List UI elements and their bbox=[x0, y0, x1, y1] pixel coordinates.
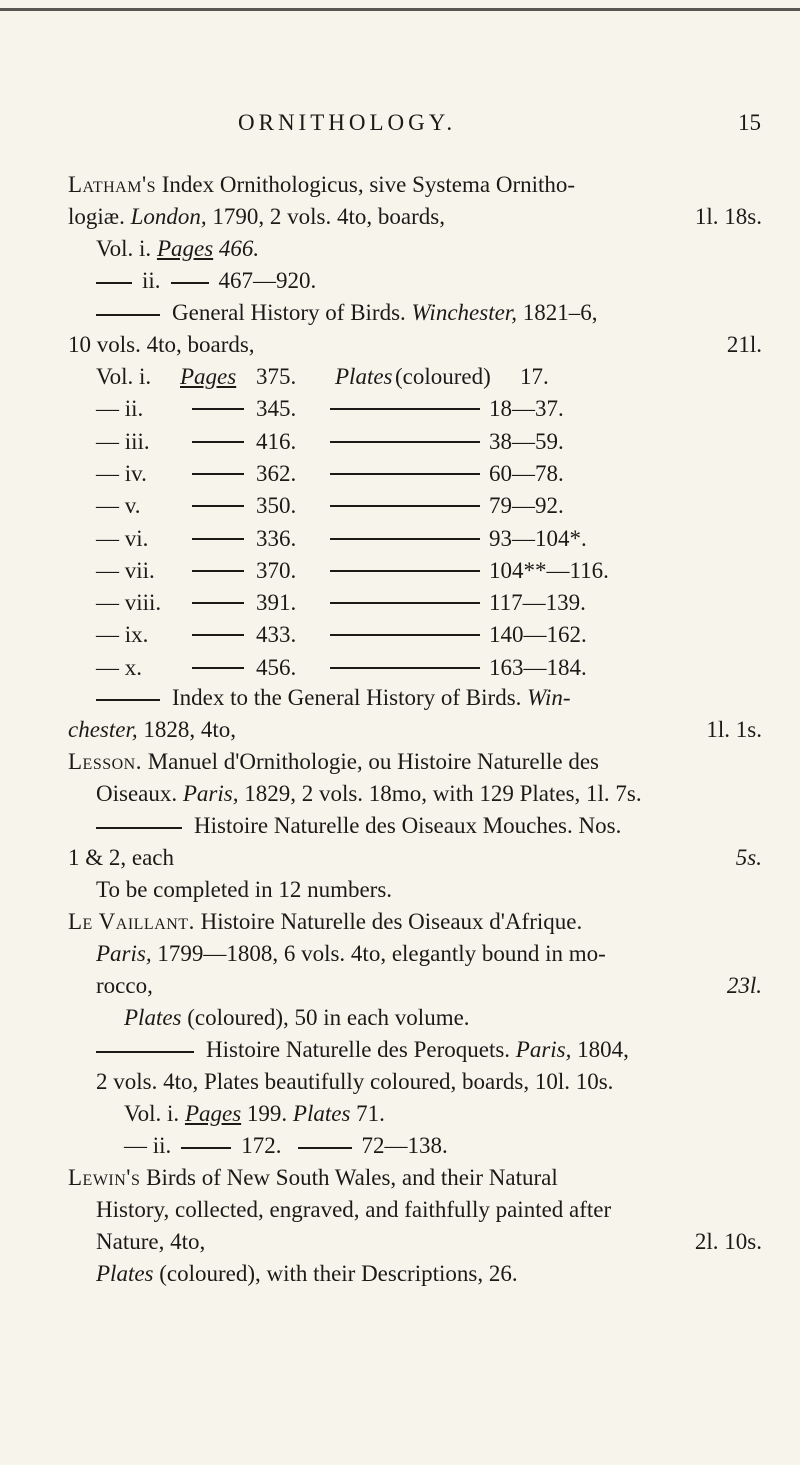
ditto-dash bbox=[181, 1147, 231, 1149]
latham-vol-1: Vol. i. Pages 466. bbox=[96, 236, 260, 261]
price: 1l. 1s. bbox=[706, 717, 762, 742]
volume-row bbox=[0, 524, 800, 554]
ditto-dash bbox=[96, 1051, 194, 1053]
volume-number: — iii. bbox=[96, 428, 150, 454]
author-name: Latham's bbox=[68, 172, 156, 197]
volume-number: — viii. bbox=[96, 590, 162, 616]
lesson-line-4: 1 & 2, each 5s. bbox=[68, 843, 762, 873]
plate-range: 17. bbox=[520, 364, 549, 389]
pages-label: Pages bbox=[180, 364, 237, 389]
lesson-line-1: Lesson. Manuel d'Ornithologie, ou Histoire Naturelle des bbox=[68, 749, 599, 774]
page-count: 336. bbox=[256, 525, 297, 551]
ditto-dash bbox=[330, 570, 480, 572]
index-line-1: Index to the General History of Birds. Win- bbox=[96, 683, 762, 713]
volume-row bbox=[0, 491, 800, 521]
lesson-line-3: Histoire Naturelle des Oiseaux Mouches. Nos. bbox=[96, 811, 621, 841]
coloured-note: (coloured) bbox=[395, 364, 491, 389]
lewin-line-2: History, collected, engraved, and faithfully painted after bbox=[96, 1197, 612, 1222]
volume-number: — x. bbox=[96, 654, 142, 680]
general-history-line-2: 10 vols. 4to, boards, 21l. bbox=[68, 330, 762, 360]
page-count: 391. bbox=[256, 590, 297, 616]
ditto-dash bbox=[192, 473, 244, 475]
volume-row bbox=[0, 459, 800, 489]
volume-number: — vii. bbox=[96, 557, 155, 583]
ditto-dash bbox=[192, 602, 244, 604]
page-count: 370. bbox=[256, 557, 297, 583]
price: 23l. bbox=[726, 973, 762, 998]
le-vaillant-line-5: Histoire Naturelle des Peroquets. Paris, 1804, bbox=[96, 1035, 629, 1065]
plate-range: 93—104*. bbox=[489, 525, 587, 551]
plate-range: 140—162. bbox=[489, 622, 587, 648]
price: 10l. 10s. bbox=[534, 1069, 614, 1094]
price: 1l. 7s. bbox=[586, 781, 642, 806]
page-number: 15 bbox=[738, 110, 761, 135]
ditto-dash bbox=[330, 441, 480, 443]
ditto-dash bbox=[330, 667, 480, 669]
le-vaillant-line-1: Le Vaillant. Histoire Naturelle des Oiseaux d'Afrique. bbox=[68, 909, 583, 934]
plate-range: 38—59. bbox=[489, 428, 564, 454]
ditto-dash bbox=[330, 538, 480, 540]
le-vaillant-line-2: Paris, 1799—1808, 6 vols. 4to, elegantly bound in mo- bbox=[96, 941, 606, 966]
volume-number: — ii. bbox=[96, 396, 144, 422]
page-count: 362. bbox=[256, 460, 297, 486]
volume-row bbox=[0, 588, 800, 618]
plate-range: 79—92. bbox=[489, 493, 564, 519]
ditto-dash bbox=[192, 634, 244, 636]
ditto-dash bbox=[192, 538, 244, 540]
ditto-dash bbox=[96, 314, 160, 316]
author-name: Le Vaillant. bbox=[68, 909, 195, 934]
volume-row bbox=[0, 394, 800, 424]
volume-row bbox=[0, 653, 800, 683]
author-name: Lesson. bbox=[68, 749, 142, 774]
page-count: 456. bbox=[256, 654, 297, 680]
ditto-dash bbox=[192, 667, 244, 669]
ditto-dash bbox=[96, 282, 132, 284]
le-vaillant-line-6: 2 vols. 4to, Plates beautifully coloured, boards, 10l. 10s. bbox=[96, 1069, 614, 1094]
running-title: ORNITHOLOGY. bbox=[238, 110, 457, 135]
le-vaillant-vol-2: — ii. 172. 72—138. bbox=[124, 1133, 448, 1158]
ditto-dash bbox=[330, 473, 480, 475]
ditto-dash bbox=[192, 441, 244, 443]
ditto-dash bbox=[330, 408, 480, 410]
lewin-line-3: Nature, 4to, 2l. 10s. bbox=[96, 1227, 762, 1257]
volume-row bbox=[0, 427, 800, 457]
volume-row bbox=[0, 620, 800, 650]
running-header bbox=[96, 110, 761, 150]
price: 2l. 10s. bbox=[694, 1229, 762, 1254]
le-vaillant-line-3: rocco, 23l. bbox=[96, 971, 762, 1001]
plate-range: 18—37. bbox=[489, 396, 564, 422]
volume-row bbox=[0, 556, 800, 586]
ditto-dash bbox=[192, 505, 244, 507]
le-vaillant-vol-1: Vol. i. Pages 199. Plates 71. bbox=[124, 1101, 385, 1126]
lewin-line-4: Plates (coloured), with their Descriptions, 26. bbox=[96, 1261, 518, 1286]
ditto-dash bbox=[192, 570, 244, 572]
volume-number: — v. bbox=[96, 493, 141, 519]
latham-vol-2: ii. 467—920. bbox=[96, 266, 316, 296]
page-count: 345. bbox=[256, 396, 297, 422]
page-count: 350. bbox=[256, 493, 297, 519]
plate-range: 104**—116. bbox=[489, 557, 609, 583]
ditto-dash bbox=[330, 505, 480, 507]
le-vaillant-line-4: Plates (coloured), 50 in each volume. bbox=[124, 1005, 470, 1030]
ditto-dash bbox=[96, 827, 182, 829]
price: 21l. bbox=[726, 332, 762, 357]
lesson-line-5: To be completed in 12 numbers. bbox=[96, 877, 393, 902]
index-line-2: chester, 1828, 4to, 1l. 1s. bbox=[68, 715, 762, 745]
latham-line-1: Latham's Index Ornithologicus, sive Systema Ornitho- bbox=[68, 172, 576, 197]
volume-number: — vi. bbox=[96, 525, 149, 551]
ditto-dash bbox=[171, 282, 209, 284]
general-history-line-1: General History of Birds. Winchester, 1821–6, bbox=[96, 298, 762, 328]
ditto-dash bbox=[298, 1147, 352, 1149]
latham-line-2: logiæ. London, 1790, 2 vols. 4to, boards, 1l. 18s. bbox=[68, 202, 762, 232]
volume-number: — ix. bbox=[96, 622, 149, 648]
page-count: 416. bbox=[256, 428, 297, 454]
lewin-line-1: Lewin's Birds of New South Wales, and their Natural bbox=[68, 1165, 558, 1190]
author-name: Lewin's bbox=[68, 1165, 141, 1190]
lesson-line-2: Oiseaux. Paris, 1829, 2 vols. 18mo, with 129 Plates, 1l. 7s. bbox=[96, 781, 642, 806]
page-top-rule bbox=[0, 8, 800, 11]
plate-range: 60—78. bbox=[489, 460, 564, 486]
ditto-dash bbox=[330, 634, 480, 636]
plates-label: Plates bbox=[335, 364, 393, 389]
page-count: 433. bbox=[256, 622, 297, 648]
price: 1l. 18s. bbox=[694, 204, 762, 229]
volume-row bbox=[0, 362, 800, 392]
price: 5s. bbox=[735, 845, 762, 870]
volume-number: — iv. bbox=[96, 460, 147, 486]
ditto-dash bbox=[96, 699, 160, 701]
plate-range: 163—184. bbox=[489, 654, 587, 680]
volume-number: Vol. i. bbox=[96, 364, 152, 389]
page-count: 375. bbox=[256, 364, 297, 389]
ditto-dash bbox=[330, 602, 480, 604]
ditto-dash bbox=[192, 408, 244, 410]
plate-range: 117—139. bbox=[489, 590, 586, 616]
